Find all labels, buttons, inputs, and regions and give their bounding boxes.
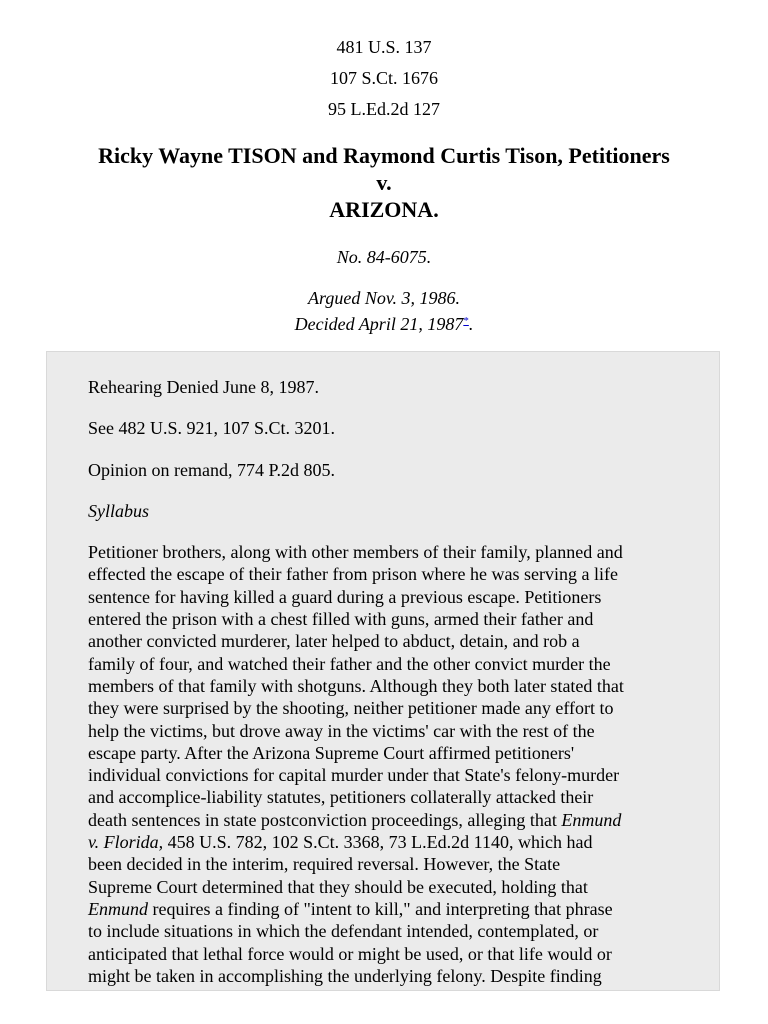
case-dates	[0, 287, 768, 336]
syllabus-text: they were surprised by the shooting, neither petitioner made any effort to	[88, 698, 614, 719]
syllabus-text: Petitioner brothers, along with other members of their family, planned and	[88, 542, 623, 563]
syllabus-line	[88, 563, 683, 585]
syllabus-line	[88, 786, 683, 808]
syllabus-line	[88, 653, 683, 675]
syllabus-line	[88, 630, 683, 652]
rehearing-note: Rehearing Denied June 8, 1987.	[88, 377, 319, 397]
see-also-note: See 482 U.S. 921, 107 S.Ct. 3201.	[88, 418, 336, 439]
syllabus-heading: Syllabus	[88, 500, 149, 521]
syllabus-line	[88, 809, 683, 831]
syllabus-line	[88, 965, 683, 987]
citations	[0, 32, 768, 125]
citation-us: 481 U.S. 137	[336, 37, 432, 57]
syllabus-text: requires a finding of "intent to kill," and interpreting that phrase	[148, 898, 613, 919]
syllabus-line	[88, 586, 683, 608]
syllabus-line	[88, 853, 683, 875]
syllabus-text: help the victims, but drove away in the victims' car with the rest of the	[88, 720, 595, 741]
case-name-italic: v. Florida,	[88, 832, 164, 853]
syllabus-line	[88, 720, 683, 742]
docket-number: No. 84-6075.	[336, 247, 432, 267]
syllabus-line	[88, 541, 683, 563]
syllabus-text: might be taken in accomplishing the underlying felony. Despite finding	[88, 965, 602, 986]
syllabus-text: individual convictions for capital murder under that State's felony-murder	[88, 765, 620, 786]
syllabus-line	[88, 943, 683, 965]
syllabus-line	[88, 608, 683, 630]
syllabus-line	[88, 742, 683, 764]
remand-note: Opinion on remand, 774 P.2d 805.	[88, 459, 335, 480]
syllabus-paragraph	[88, 541, 683, 987]
syllabus-line	[88, 764, 683, 786]
syllabus-text: 458 U.S. 782, 102 S.Ct. 3368, 73 L.Ed.2d 1140, which had	[163, 832, 593, 853]
syllabus-line	[88, 831, 683, 853]
case-parties: Ricky Wayne TISON and Raymond Curtis Tison, Petitioners	[98, 143, 670, 168]
syllabus-text: to include situations in which the defendant intended, contemplated, or	[88, 921, 599, 942]
syllabus-text: and accomplice-liability statutes, petitioners collaterally attacked their	[88, 787, 594, 808]
syllabus-text: anticipated that lethal force would or might be used, or that life would or	[88, 943, 612, 964]
syllabus-text: death sentences in state postconviction proceedings, alleging that	[88, 809, 562, 830]
case-name-italic: Enmund	[561, 809, 622, 830]
citation-led: 95 L.Ed.2d 127	[328, 99, 440, 119]
syllabus-line	[88, 920, 683, 942]
syllabus-line	[88, 697, 683, 719]
decided-date-end: .	[468, 314, 474, 334]
syllabus-text: entered the prison with a chest filled with guns, armed their father and	[88, 609, 594, 630]
case-name-italic: Enmund	[88, 898, 148, 919]
syllabus-text: effected the escape of their father from prison where he was serving a life	[88, 564, 618, 585]
case-versus: v.	[376, 170, 392, 195]
syllabus-text: Supreme Court determined that they should be executed, holding that	[88, 876, 588, 897]
syllabus-line	[88, 898, 683, 920]
syllabus-text: family of four, and watched their father and the other convict murder the	[88, 653, 611, 674]
footnote-link[interactable]: *	[463, 315, 469, 327]
case-respondent: ARIZONA.	[329, 197, 439, 222]
case-title	[0, 142, 768, 223]
syllabus-line	[88, 675, 683, 697]
syllabus-text: another convicted murderer, later helped to abduct, detain, and rob a	[88, 631, 580, 652]
syllabus-text: sentence for having killed a guard during a previous escape. Petitioners	[88, 586, 602, 607]
syllabus-line	[88, 876, 683, 898]
decided-date: Decided April 21, 1987	[294, 314, 464, 334]
decided-date-line	[0, 310, 768, 336]
syllabus-text: members of that family with shotguns. Although they both later stated that	[88, 675, 624, 696]
argued-date: Argued Nov. 3, 1986.	[308, 288, 460, 308]
syllabus-text: escape party. After the Arizona Supreme Court affirmed petitioners'	[88, 742, 575, 763]
syllabus-panel	[46, 351, 720, 991]
syllabus-text: been decided in the interim, required reversal. However, the State	[88, 854, 561, 875]
syllabus-content	[88, 376, 683, 987]
citation-sct: 107 S.Ct. 1676	[329, 68, 439, 88]
